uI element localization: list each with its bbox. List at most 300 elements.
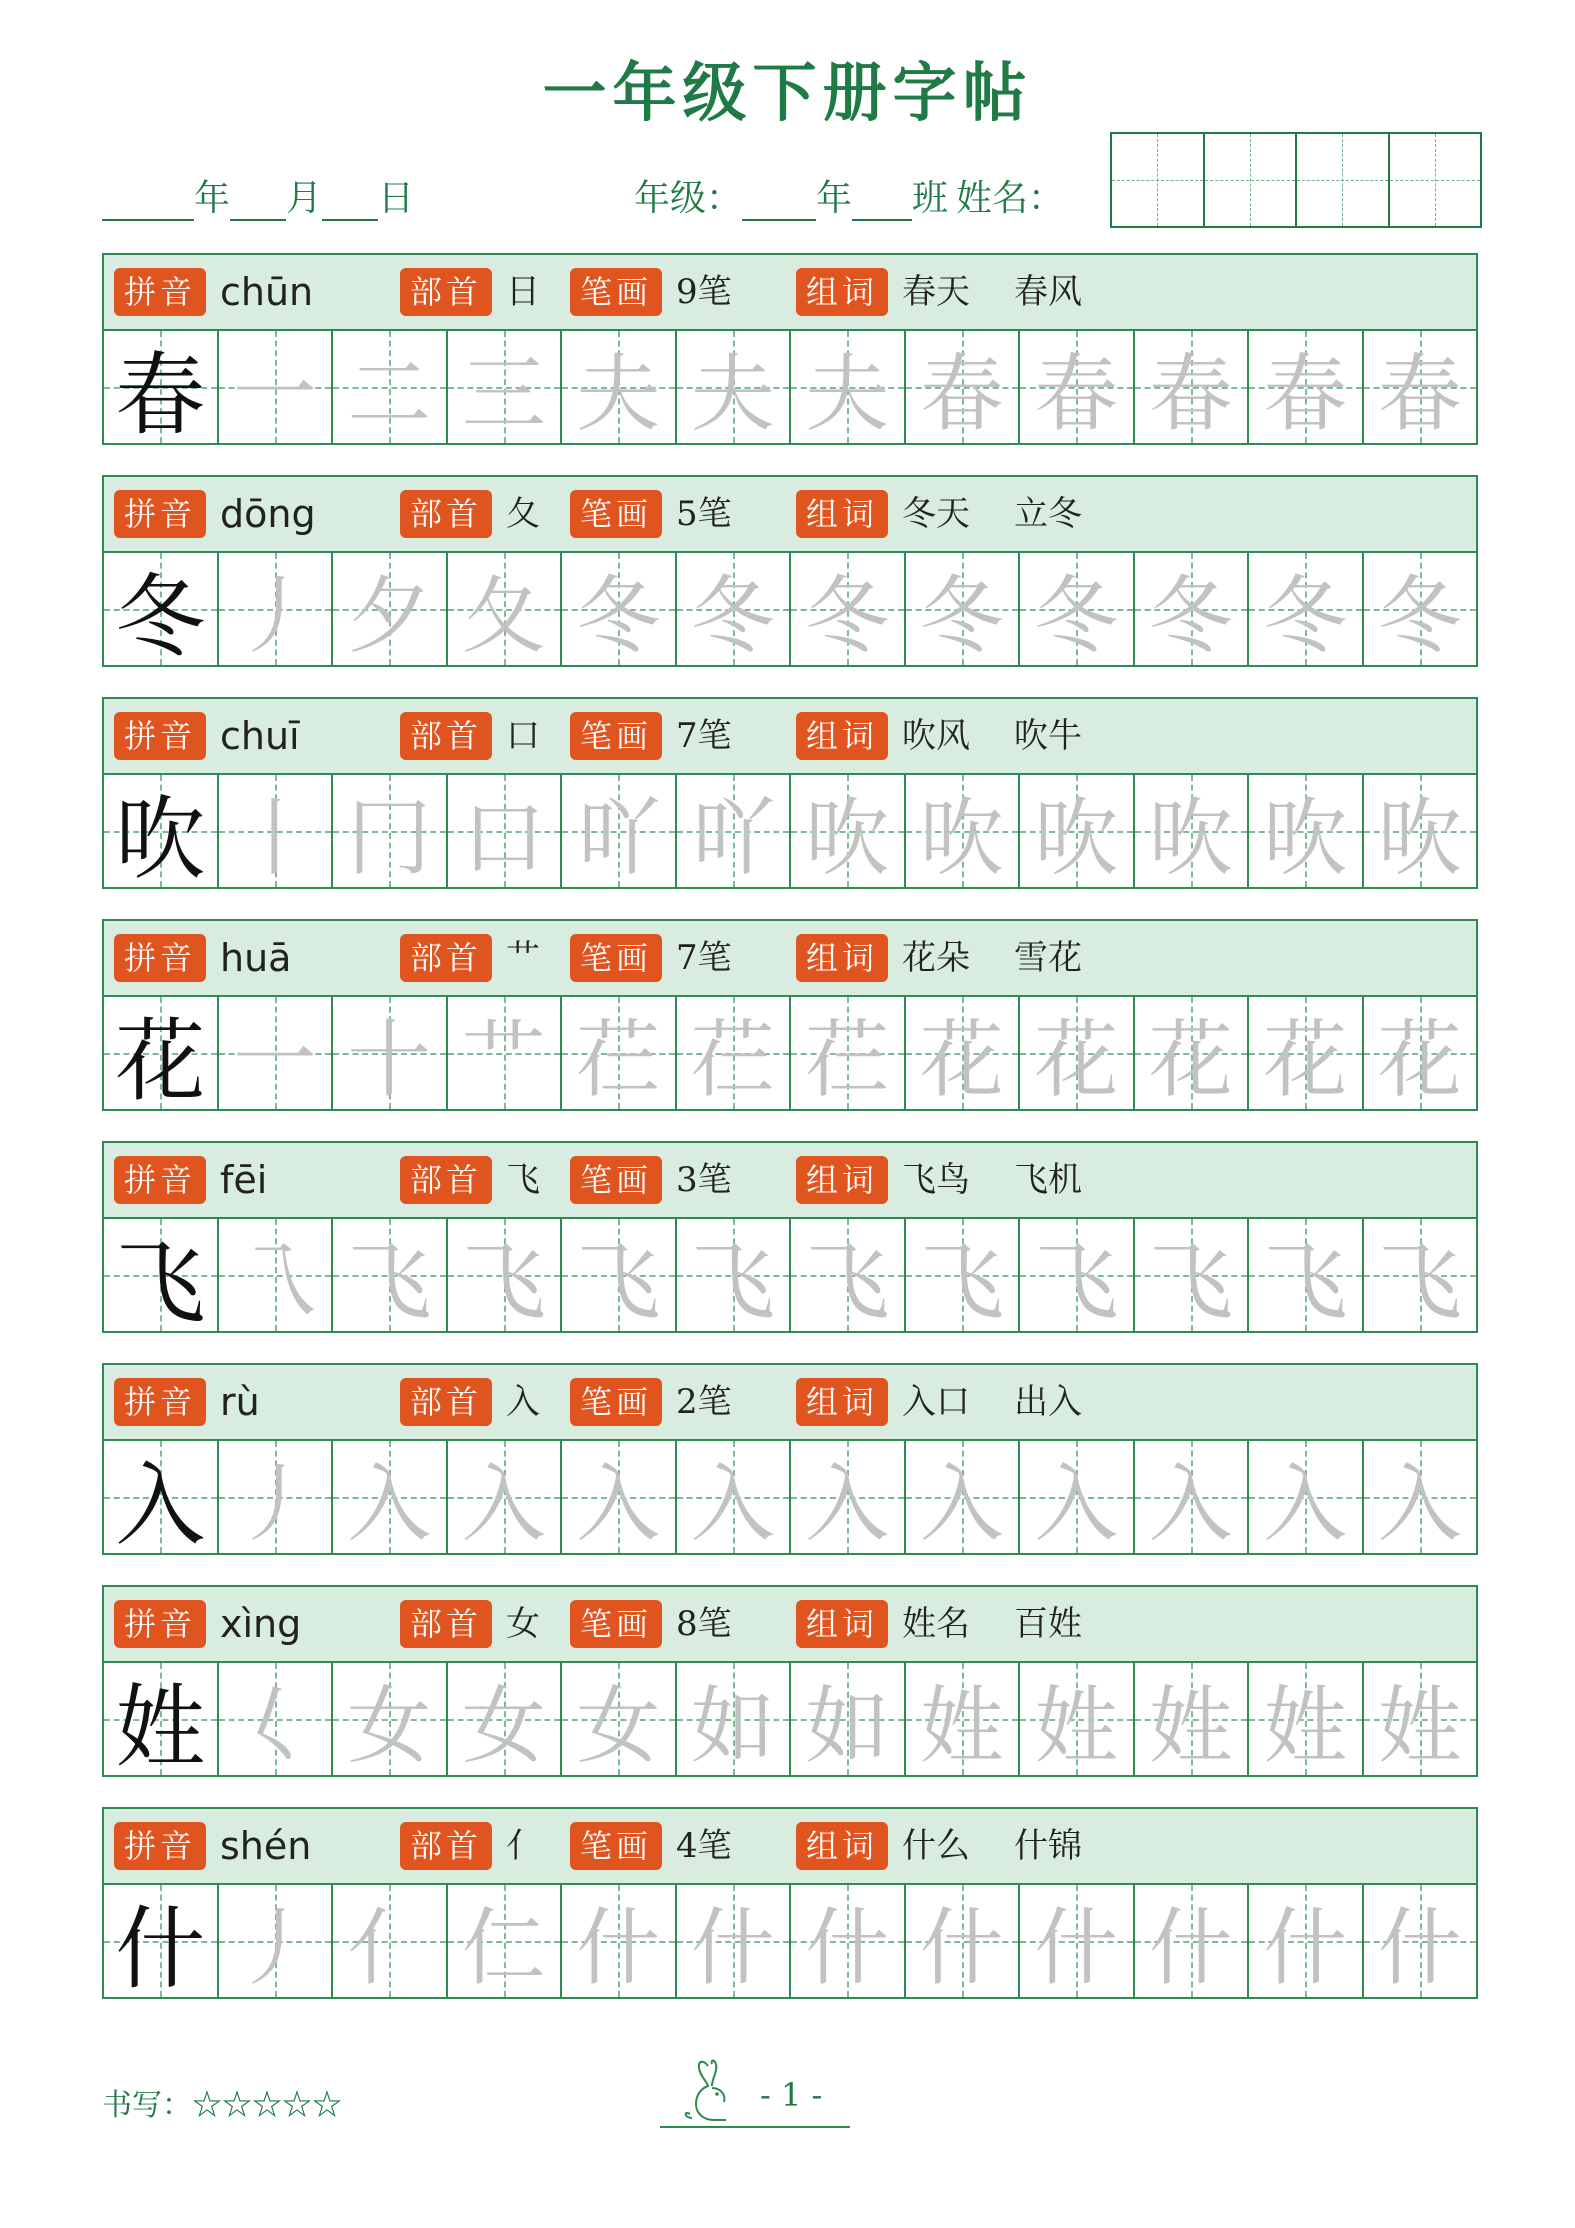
tracing-cell[interactable] — [219, 1219, 334, 1331]
tracing-grid — [102, 995, 1478, 1111]
trace-character: 冬 — [1263, 566, 1348, 665]
trace-character: 什 — [690, 1898, 775, 1997]
tracing-cell[interactable] — [791, 553, 906, 665]
radical-value: 飞 — [506, 1160, 540, 1200]
trace-character: 飞 — [919, 1232, 1004, 1331]
tracing-cell[interactable] — [677, 1663, 792, 1775]
words-badge: 组词 — [796, 1600, 888, 1648]
footer-divider — [660, 2126, 850, 2128]
pinyin-value: dōng — [220, 492, 316, 536]
character-entry — [102, 253, 1478, 475]
trace-character: 丿 — [232, 1898, 317, 1997]
tracing-grid — [102, 1217, 1478, 1333]
character-info-bar — [102, 253, 1478, 329]
tracing-cell[interactable] — [562, 997, 677, 1109]
tracing-cell[interactable] — [1249, 1885, 1364, 1997]
character-entry — [102, 1807, 1478, 2029]
tracing-grid — [102, 329, 1478, 445]
strokes-value: 7笔 — [676, 938, 732, 978]
model-character: 什 — [115, 1897, 206, 1997]
trace-character: 飞 — [1377, 1232, 1462, 1331]
trace-character: 口 — [461, 788, 546, 887]
pinyin-value: xìng — [220, 1602, 302, 1646]
model-character-cell — [104, 1441, 219, 1553]
tracing-cell[interactable] — [562, 331, 677, 443]
character-entry — [102, 1141, 1478, 1363]
tracing-grid — [102, 773, 1478, 889]
trace-character: 冬 — [690, 566, 775, 665]
strokes-value: 3笔 — [676, 1160, 732, 1200]
trace-character: 入 — [461, 1454, 546, 1553]
month-label: 月 — [286, 178, 323, 219]
tracing-cell[interactable] — [333, 997, 448, 1109]
name-cell[interactable] — [1205, 134, 1298, 226]
radical-badge: 部首 — [400, 934, 492, 982]
trace-character: 花 — [1148, 1010, 1233, 1109]
trace-character: 入 — [576, 1454, 661, 1553]
word-1: 春天 — [902, 272, 970, 312]
tracing-cell[interactable] — [219, 1885, 334, 1997]
character-entry — [102, 1363, 1478, 1585]
trace-character: 花 — [1377, 1010, 1462, 1109]
tracing-cell[interactable] — [333, 1219, 448, 1331]
trace-character: 夕 — [347, 566, 432, 665]
class-line — [634, 170, 1064, 221]
trace-character: 姓 — [1148, 1676, 1233, 1775]
trace-character: 入 — [919, 1454, 1004, 1553]
tracing-cell[interactable] — [791, 997, 906, 1109]
radical-value: 入 — [506, 1382, 540, 1422]
tracing-cell[interactable] — [1020, 1663, 1135, 1775]
trace-character: 吹 — [1263, 788, 1348, 887]
tracing-cell[interactable] — [333, 775, 448, 887]
tracing-cell[interactable] — [219, 775, 334, 887]
trace-character: 如 — [805, 1676, 890, 1775]
trace-character: 姓 — [1034, 1676, 1119, 1775]
tracing-cell[interactable] — [1364, 775, 1477, 887]
tracing-cell[interactable] — [333, 1885, 448, 1997]
trace-character: 入 — [1377, 1454, 1462, 1553]
model-character-cell — [104, 553, 219, 665]
tracing-cell[interactable] — [562, 1885, 677, 1997]
tracing-cell[interactable] — [677, 775, 792, 887]
tracing-cell[interactable] — [906, 553, 1021, 665]
tracing-cell[interactable] — [791, 1441, 906, 1553]
character-entry — [102, 919, 1478, 1141]
trace-character: 什 — [805, 1898, 890, 1997]
strokes-value: 2笔 — [676, 1382, 732, 1422]
tracing-cell[interactable] — [1020, 775, 1135, 887]
tracing-cell[interactable] — [1135, 1441, 1250, 1553]
tracing-cell[interactable] — [677, 1219, 792, 1331]
radical-badge: 部首 — [400, 1600, 492, 1648]
trace-character: 春 — [1034, 344, 1119, 443]
trace-character: 丿 — [232, 1454, 317, 1553]
trace-character: 花 — [919, 1010, 1004, 1109]
pinyin-badge: 拼音 — [114, 1156, 206, 1204]
tracing-cell[interactable] — [1135, 997, 1250, 1109]
trace-character: 吖 — [690, 788, 775, 887]
trace-character: 芢 — [576, 1010, 661, 1109]
trace-character: 吹 — [1377, 788, 1462, 887]
month-blank[interactable] — [230, 181, 286, 221]
strokes-badge: 笔画 — [570, 934, 662, 982]
trace-character: 什 — [919, 1898, 1004, 1997]
trace-character: 姓 — [1263, 1676, 1348, 1775]
rabbit-icon — [668, 2058, 738, 2126]
pinyin-badge: 拼音 — [114, 712, 206, 760]
pinyin-value: huā — [220, 936, 292, 980]
tracing-grid — [102, 551, 1478, 667]
class-label: 班 — [912, 178, 949, 219]
model-character: 姓 — [115, 1675, 206, 1775]
tracing-cell[interactable] — [219, 997, 334, 1109]
trace-character: 芢 — [690, 1010, 775, 1109]
model-character-cell — [104, 331, 219, 443]
strokes-value: 9笔 — [676, 272, 732, 312]
tracing-cell[interactable] — [1249, 1219, 1364, 1331]
tracing-cell[interactable] — [906, 1441, 1021, 1553]
year-label: 年 — [194, 178, 231, 219]
tracing-cell[interactable] — [333, 331, 448, 443]
word-2: 春风 — [1014, 272, 1082, 312]
word-1: 花朵 — [902, 938, 970, 978]
trace-character: 冬 — [919, 566, 1004, 665]
character-info-bar — [102, 1363, 1478, 1439]
page-number: - 1 - — [760, 2076, 823, 2114]
trace-character: 冬 — [1377, 566, 1462, 665]
class-blank[interactable] — [852, 181, 912, 221]
tracing-cell[interactable] — [562, 775, 677, 887]
tracing-cell[interactable] — [448, 1885, 563, 1997]
trace-character: 什 — [1034, 1898, 1119, 1997]
rating-label: 书写：☆☆☆☆☆ — [102, 2088, 342, 2123]
radical-badge: 部首 — [400, 1822, 492, 1870]
character-entry — [102, 697, 1478, 919]
strokes-value: 8笔 — [676, 1604, 732, 1644]
pinyin-value: chūn — [220, 270, 314, 314]
trace-character: 花 — [1034, 1010, 1119, 1109]
radical-value: 夂 — [506, 494, 540, 534]
trace-character: 仁 — [461, 1898, 546, 1997]
strokes-badge: 笔画 — [570, 490, 662, 538]
tracing-cell[interactable] — [1364, 331, 1477, 443]
model-character-cell — [104, 1885, 219, 1997]
word-1: 姓名 — [902, 1604, 970, 1644]
tracing-cell[interactable] — [1364, 1663, 1477, 1775]
tracing-cell[interactable] — [1364, 553, 1477, 665]
trace-character: 入 — [805, 1454, 890, 1553]
tracing-cell[interactable] — [1020, 1219, 1135, 1331]
trace-character: 夂 — [461, 566, 546, 665]
pinyin-badge: 拼音 — [114, 268, 206, 316]
trace-character: 夫 — [576, 344, 661, 443]
pinyin-badge: 拼音 — [114, 1822, 206, 1870]
character-info-bar — [102, 1807, 1478, 1883]
radical-value: 日 — [506, 272, 540, 312]
tracing-grid — [102, 1439, 1478, 1555]
words-badge: 组词 — [796, 1378, 888, 1426]
trace-character: 入 — [347, 1454, 432, 1553]
tracing-cell[interactable] — [677, 331, 792, 443]
character-info-bar — [102, 919, 1478, 995]
trace-character: 入 — [690, 1454, 775, 1553]
pinyin-badge: 拼音 — [114, 490, 206, 538]
trace-character: 女 — [576, 1676, 661, 1775]
trace-character: 什 — [1377, 1898, 1462, 1997]
tracing-cell[interactable] — [219, 1441, 334, 1553]
trace-character: 丨 — [232, 788, 317, 887]
tracing-cell[interactable] — [448, 775, 563, 887]
words-badge: 组词 — [796, 934, 888, 982]
trace-character: 三 — [461, 344, 546, 443]
tracing-cell[interactable] — [562, 1663, 677, 1775]
radical-value: 口 — [506, 716, 540, 756]
tracing-cell[interactable] — [1135, 331, 1250, 443]
name-cell[interactable] — [1112, 134, 1205, 226]
tracing-cell[interactable] — [1020, 331, 1135, 443]
tracing-cell[interactable] — [562, 1219, 677, 1331]
character-info-bar — [102, 697, 1478, 773]
trace-character: 如 — [690, 1676, 775, 1775]
pinyin-badge: 拼音 — [114, 1600, 206, 1648]
trace-character: 春 — [919, 344, 1004, 443]
tracing-cell[interactable] — [906, 997, 1021, 1109]
trace-character: 乁 — [232, 1232, 317, 1331]
tracing-cell[interactable] — [562, 553, 677, 665]
trace-character: 入 — [1148, 1454, 1233, 1553]
tracing-cell[interactable] — [1249, 997, 1364, 1109]
model-character: 花 — [115, 1009, 206, 1109]
strokes-badge: 笔画 — [570, 1156, 662, 1204]
model-character-cell — [104, 1663, 219, 1775]
model-character: 春 — [115, 343, 206, 443]
pinyin-value: rù — [220, 1380, 260, 1424]
words-badge: 组词 — [796, 712, 888, 760]
grade-year-label: 年 — [816, 178, 853, 219]
tracing-cell[interactable] — [906, 1219, 1021, 1331]
tracing-cell[interactable] — [448, 331, 563, 443]
year-blank[interactable] — [102, 181, 194, 221]
model-character: 吹 — [115, 787, 206, 887]
word-2: 什锦 — [1014, 1826, 1082, 1866]
trace-character: 入 — [1034, 1454, 1119, 1553]
model-character: 飞 — [115, 1231, 206, 1331]
tracing-cell[interactable] — [448, 553, 563, 665]
strokes-value: 4笔 — [676, 1826, 732, 1866]
strokes-badge: 笔画 — [570, 1822, 662, 1870]
tracing-cell[interactable] — [562, 1441, 677, 1553]
tracing-cell[interactable] — [1020, 1441, 1135, 1553]
tracing-grid — [102, 1883, 1478, 1999]
word-2: 立冬 — [1014, 494, 1082, 534]
day-blank[interactable] — [322, 181, 378, 221]
words-badge: 组词 — [796, 268, 888, 316]
strokes-value: 7笔 — [676, 716, 732, 756]
trace-character: 飞 — [805, 1232, 890, 1331]
word-2: 百姓 — [1014, 1604, 1082, 1644]
trace-character: 什 — [1148, 1898, 1233, 1997]
trace-character: 吹 — [1148, 788, 1233, 887]
trace-character: 吹 — [805, 788, 890, 887]
tracing-cell[interactable] — [1135, 775, 1250, 887]
tracing-cell[interactable] — [1249, 1663, 1364, 1775]
trace-character: 飞 — [576, 1232, 661, 1331]
tracing-cell[interactable] — [1135, 553, 1250, 665]
word-2: 吹牛 — [1014, 716, 1082, 756]
trace-character: 冬 — [1148, 566, 1233, 665]
trace-character: 飞 — [347, 1232, 432, 1331]
trace-character: 一 — [232, 344, 317, 443]
name-cell[interactable] — [1390, 134, 1481, 226]
trace-character: 芢 — [805, 1010, 890, 1109]
tracing-cell[interactable] — [906, 775, 1021, 887]
tracing-cell[interactable] — [448, 1441, 563, 1553]
tracing-cell[interactable] — [1364, 1441, 1477, 1553]
pinyin-badge: 拼音 — [114, 1378, 206, 1426]
word-1: 吹风 — [902, 716, 970, 756]
grade-label: 年级： — [634, 178, 743, 219]
page-title: 一年级下册字帖 — [542, 56, 1033, 131]
trace-character: 花 — [1263, 1010, 1348, 1109]
tracing-cell[interactable] — [1135, 1663, 1250, 1775]
tracing-cell[interactable] — [791, 331, 906, 443]
trace-character: 入 — [1263, 1454, 1348, 1553]
radical-value: 艹 — [506, 938, 540, 978]
model-character: 冬 — [115, 565, 206, 665]
pinyin-value: shén — [220, 1824, 312, 1868]
tracing-cell[interactable] — [677, 1885, 792, 1997]
tracing-cell[interactable] — [1364, 1885, 1477, 1997]
tracing-cell[interactable] — [677, 1441, 792, 1553]
tracing-cell[interactable] — [448, 1663, 563, 1775]
trace-character: 春 — [1377, 344, 1462, 443]
strokes-badge: 笔画 — [570, 268, 662, 316]
tracing-cell[interactable] — [333, 553, 448, 665]
model-character: 入 — [115, 1453, 206, 1553]
words-badge: 组词 — [796, 1156, 888, 1204]
name-cell[interactable] — [1297, 134, 1390, 226]
grade-blank[interactable] — [742, 181, 816, 221]
trace-character: 吹 — [919, 788, 1004, 887]
tracing-cell[interactable] — [333, 1441, 448, 1553]
tracing-cell[interactable] — [1135, 1219, 1250, 1331]
practice-rows — [102, 253, 1478, 2029]
word-1: 入口 — [902, 1382, 970, 1422]
tracing-cell[interactable] — [906, 1663, 1021, 1775]
radical-badge: 部首 — [400, 268, 492, 316]
strokes-badge: 笔画 — [570, 1378, 662, 1426]
tracing-cell[interactable] — [219, 553, 334, 665]
trace-character: 什 — [576, 1898, 661, 1997]
tracing-cell[interactable] — [906, 331, 1021, 443]
trace-character: 飞 — [690, 1232, 775, 1331]
word-1: 冬天 — [902, 494, 970, 534]
tracing-cell[interactable] — [333, 1663, 448, 1775]
tracing-cell[interactable] — [448, 1219, 563, 1331]
trace-character: 冬 — [576, 566, 661, 665]
tracing-cell[interactable] — [1249, 1441, 1364, 1553]
word-1: 飞鸟 — [902, 1160, 970, 1200]
word-2: 出入 — [1014, 1382, 1082, 1422]
name-writing-box[interactable] — [1110, 132, 1482, 228]
tracing-cell[interactable] — [1249, 775, 1364, 887]
word-2: 雪花 — [1014, 938, 1082, 978]
model-character-cell — [104, 775, 219, 887]
strokes-badge: 笔画 — [570, 712, 662, 760]
character-info-bar — [102, 1585, 1478, 1661]
tracing-cell[interactable] — [677, 997, 792, 1109]
tracing-grid — [102, 1661, 1478, 1777]
tracing-cell[interactable] — [1364, 997, 1477, 1109]
trace-character: 𡿨 — [232, 1676, 317, 1775]
trace-character: 亻 — [347, 1898, 432, 1997]
radical-badge: 部首 — [400, 712, 492, 760]
trace-character: 丿 — [232, 566, 317, 665]
tracing-cell[interactable] — [219, 331, 334, 443]
trace-character: 春 — [1148, 344, 1233, 443]
tracing-cell[interactable] — [1135, 1885, 1250, 1997]
tracing-cell[interactable] — [906, 1885, 1021, 1997]
trace-character: 二 — [347, 344, 432, 443]
character-entry — [102, 475, 1478, 697]
words-badge: 组词 — [796, 1822, 888, 1870]
trace-character: 女 — [347, 1676, 432, 1775]
radical-badge: 部首 — [400, 490, 492, 538]
strokes-value: 5笔 — [676, 494, 732, 534]
tracing-cell[interactable] — [1020, 997, 1135, 1109]
trace-character: 一 — [232, 1010, 317, 1109]
tracing-cell[interactable] — [1249, 553, 1364, 665]
model-character-cell — [104, 1219, 219, 1331]
pinyin-badge: 拼音 — [114, 934, 206, 982]
tracing-cell[interactable] — [791, 1219, 906, 1331]
tracing-cell[interactable] — [677, 553, 792, 665]
trace-character: 春 — [1263, 344, 1348, 443]
trace-character: 姓 — [919, 1676, 1004, 1775]
radical-value: 亻 — [506, 1826, 540, 1866]
day-label: 日 — [378, 178, 415, 219]
trace-character: 艹 — [461, 1010, 546, 1109]
tracing-cell[interactable] — [1020, 1885, 1135, 1997]
tracing-cell[interactable] — [1020, 553, 1135, 665]
trace-character: 飞 — [1148, 1232, 1233, 1331]
character-info-bar — [102, 475, 1478, 551]
pinyin-value: fēi — [220, 1158, 268, 1202]
word-2: 飞机 — [1014, 1160, 1082, 1200]
trace-character: 冬 — [805, 566, 890, 665]
character-info-bar — [102, 1141, 1478, 1217]
trace-character: 姓 — [1377, 1676, 1462, 1775]
trace-character: 冬 — [1034, 566, 1119, 665]
tracing-cell[interactable] — [791, 1885, 906, 1997]
date-line — [102, 170, 414, 221]
trace-character: 吹 — [1034, 788, 1119, 887]
tracing-cell[interactable] — [1364, 1219, 1477, 1331]
tracing-cell[interactable] — [791, 1663, 906, 1775]
trace-character: 十 — [347, 1010, 432, 1109]
tracing-cell[interactable] — [219, 1663, 334, 1775]
trace-character: 女 — [461, 1676, 546, 1775]
tracing-cell[interactable] — [1249, 331, 1364, 443]
radical-badge: 部首 — [400, 1378, 492, 1426]
trace-character: 飞 — [1263, 1232, 1348, 1331]
name-label: 姓名： — [956, 178, 1065, 219]
trace-character: 夫 — [690, 344, 775, 443]
model-character-cell — [104, 997, 219, 1109]
tracing-cell[interactable] — [448, 997, 563, 1109]
tracing-cell[interactable] — [791, 775, 906, 887]
